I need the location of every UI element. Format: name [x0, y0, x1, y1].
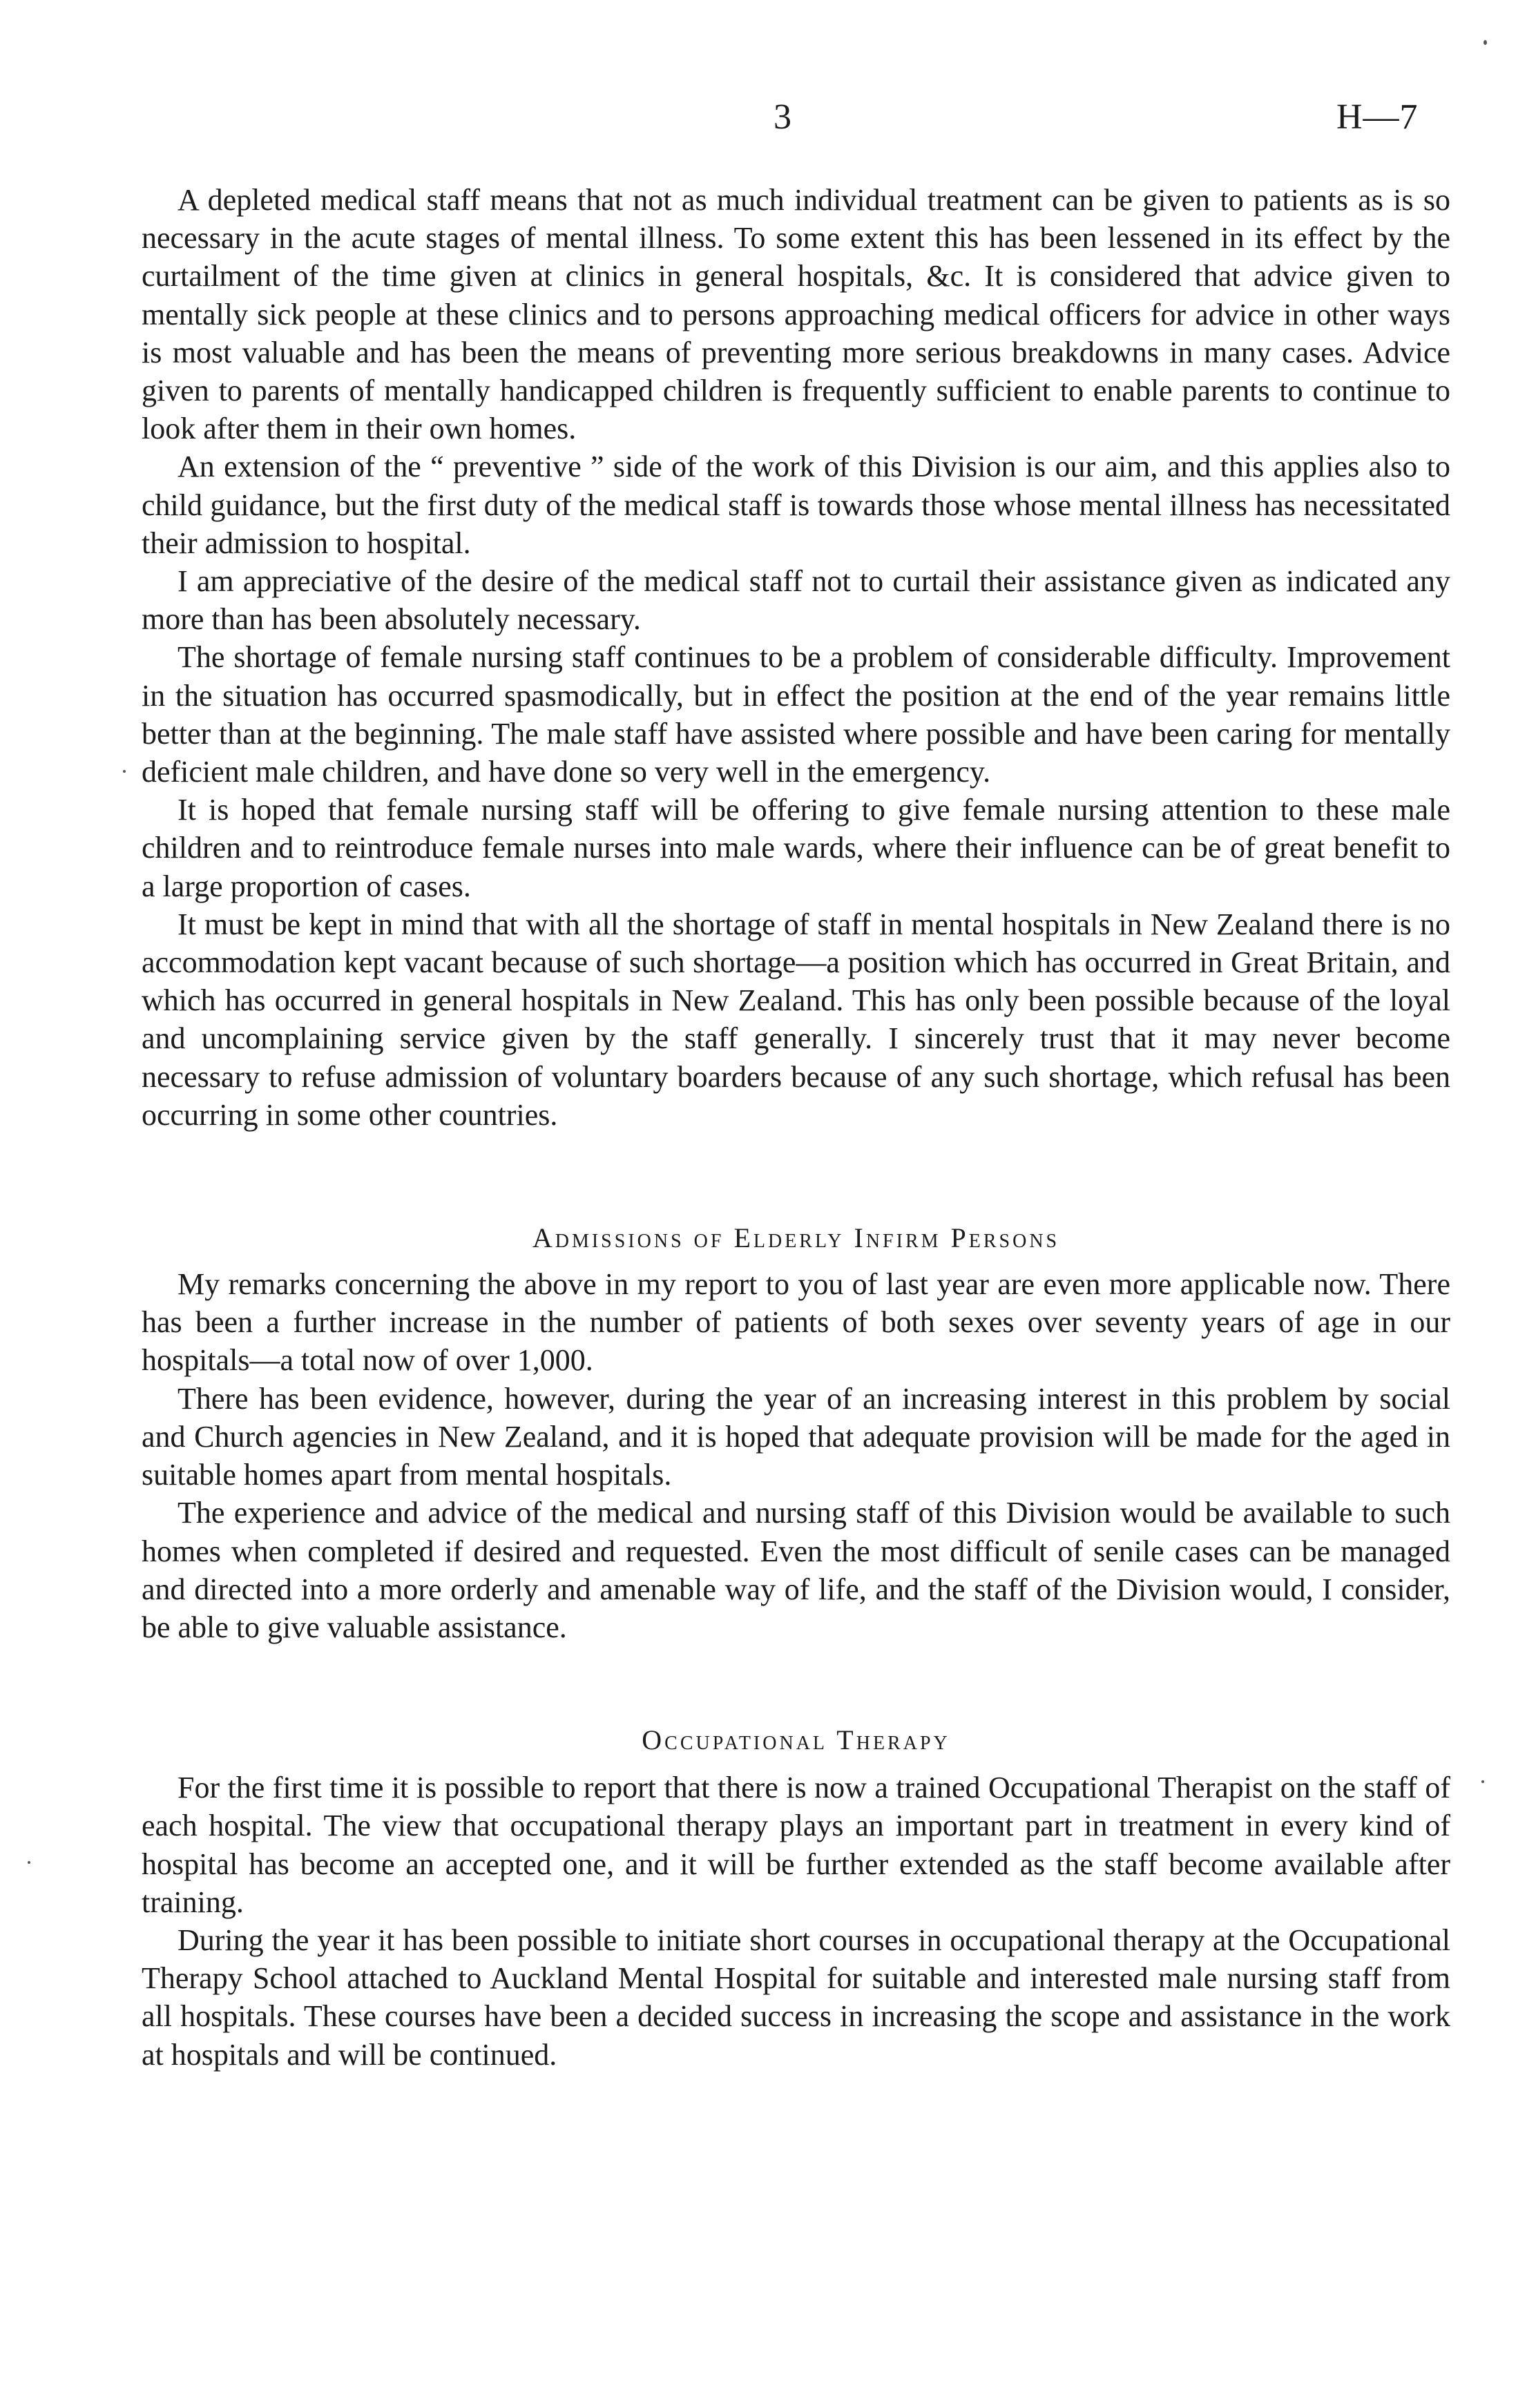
body-text	[142, 181, 1450, 2074]
paragraph: An extension of the “ preventive ” side of the work of this Division is our aim, and this applies also to child guidance, but the first duty of the medical staff is towards those whose mental illness has necessitated their admission to hospital.	[142, 450, 1450, 560]
document-reference: H—7	[1336, 97, 1419, 137]
paragraph: My remarks concerning the above in my report to you of last year are even more applicable now. There has been a further increase in the number of patients of both sexes over seventy years of age in our hospitals—a total now of over 1,000.	[142, 1267, 1450, 1378]
section-heading-elderly-admissions: Admissions of Elderly Infirm Persons	[532, 1222, 1060, 1254]
paragraph: There has been evidence, however, during the year of an increasing interest in this problem by social and Church agencies in New Zealand, and it is hoped that adequate provision will be made for the aged in suitable homes apart from mental hospitals.	[142, 1381, 1450, 1492]
paragraph: It is hoped that female nursing staff will be offering to give female nursing attention to these male children and to reintroduce female nurses into male wards, where their influence can be of great benefit to a large proportion of cases.	[142, 793, 1450, 903]
section-heading-occupational-therapy: Occupational Therapy	[642, 1724, 950, 1756]
section-elderly-admissions	[142, 1219, 1450, 1646]
paragraph: During the year it has been possible to initiate short courses in occupational therapy at the Occupational Therapy School attached to Auckland Mental Hospital for suitable and interested male nursing staff from all hospitals. These courses have been a decided success in increasing the scope and assistance in the work at hospitals and will be continued.	[142, 1923, 1450, 2072]
page-number: 3	[774, 97, 791, 137]
paragraph: I am appreciative of the desire of the medical staff not to curtail their assistance given as indicated any more than has been absolutely necessary.	[142, 564, 1450, 637]
paragraph: A depleted medical staff means that not as much individual treatment can be given to patients as is so necessary in the acute stages of mental illness. To some extent this has been lessened in its effect by the curtailment of the time given at clinics in general hospitals, &c. It is considered that advice given to mentally sick people at these clinics and to persons approaching medical officers for advice in other ways is most valuable and has been the means of preventing more serious breakdowns in many cases. Advice given to parents of mentally handicapped children is frequently sufficient to enable parents to continue to look after them in their own homes.	[142, 183, 1450, 446]
paragraph: It must be kept in mind that with all the shortage of staff in mental hospitals in New Zealand there is no accommodation kept vacant because of such shortage—a position which has occurred in Great Britain, and which has occurred in general hospitals in New Zealand. This has only been possible because of the loyal and uncomplaining service given by the staff generally. I sincerely trust that it may never become necessary to refuse admission of voluntary boarders because of any such shortage, which refusal has been occurring in some other countries.	[142, 907, 1450, 1132]
scan-speck	[1481, 1780, 1484, 1783]
paragraph: The shortage of female nursing staff continues to be a problem of considerable difficulty. Improvement in the situation has occurred spasmodically, but in effect the position at the end of the year remains little better than at the beginning. The male staff have assisted where possible and have been caring for mentally deficient male children, and have done so very well in the emergency.	[142, 640, 1450, 789]
scan-speck	[123, 770, 126, 773]
section-staffing	[142, 181, 1450, 1134]
page-header	[0, 90, 1527, 145]
paragraph: For the first time it is possible to report that there is now a trained Occupational Therapist on the staff of each hospital. The view that occupational therapy plays an important part in treatment in every kind of hospital has become an accepted one, and it will be further extended as the staff become available after training.	[142, 1771, 1450, 1919]
scan-speck	[28, 1861, 30, 1864]
scan-speck	[1483, 40, 1487, 45]
section-occupational-therapy	[142, 1721, 1450, 2074]
paragraph: The experience and advice of the medical and nursing staff of this Division would be available to such homes when completed if desired and requested. Even the most difficult of senile cases can be managed and directed into a more orderly and amenable way of life, and the staff of the Division would, I consider, be able to give valuable assistance.	[142, 1496, 1450, 1644]
